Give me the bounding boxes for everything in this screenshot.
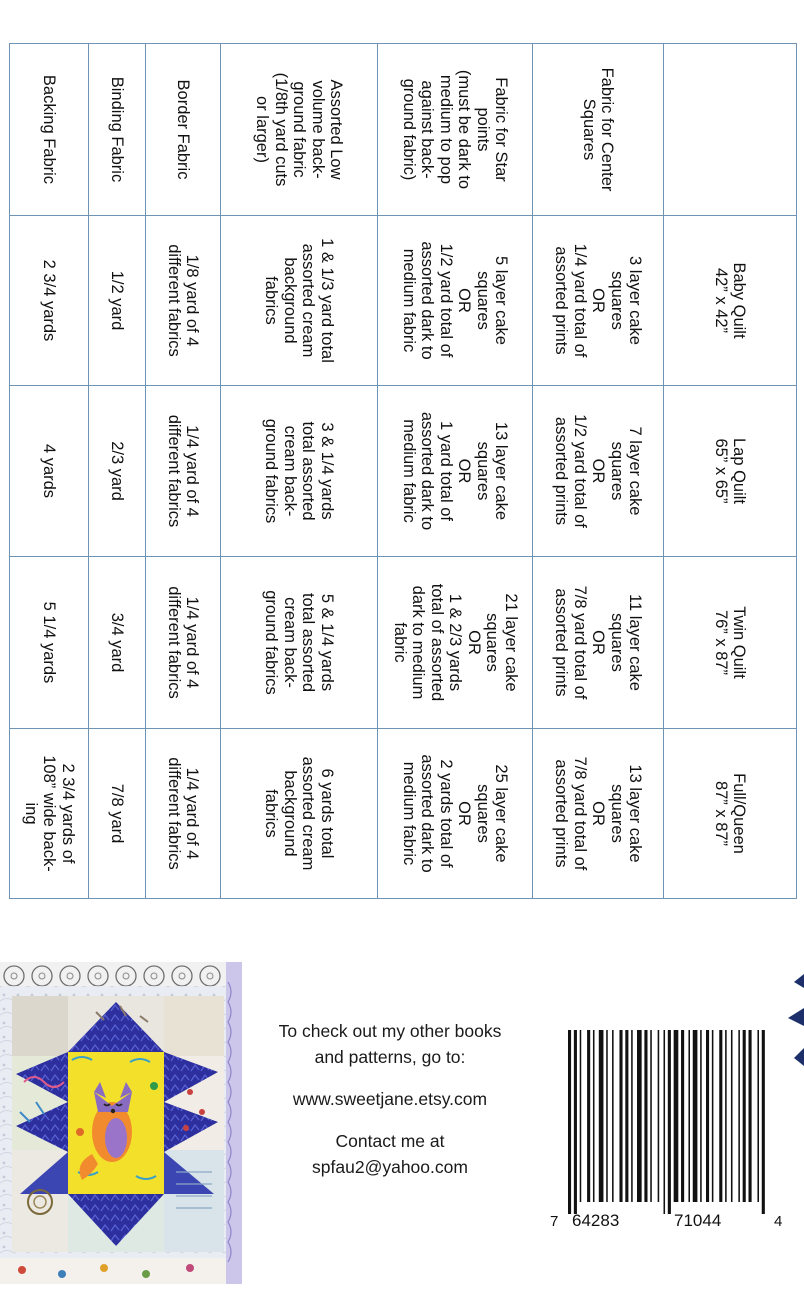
table-cell: 25 layer cake squares OR 2 yards total of assorted dark to medium fabric: [377, 728, 532, 898]
barcode-digits-right: 71044: [674, 1211, 722, 1230]
row-label-backing-fabric: Backing Fabric: [9, 43, 88, 215]
barcode-bar: [681, 1030, 684, 1202]
table-cell: 5 1/4 yards: [9, 556, 88, 728]
barcode-bar: [725, 1030, 727, 1202]
table-header-row: [663, 43, 796, 898]
row-label-background-fabric: Assorted Low volume back- ground fabric (1/8th yard cuts or larger): [220, 43, 377, 215]
barcode-bar: [674, 1030, 679, 1202]
barcode-bar: [625, 1030, 628, 1202]
table-cell: 4 yards: [9, 385, 88, 556]
table-cell: 21 layer cake squares OR 1 & 2/3 yards total of assorted dark to medium fabric: [377, 556, 532, 728]
header-empty-cell: [663, 43, 796, 215]
header-full-queen-quilt: Full/Queen 87” x 87”: [663, 728, 796, 898]
table-cell: 5 & 1/4 yards total assorted cream back- ground fabrics: [220, 556, 377, 728]
table-cell: 13 layer cake squares OR 1 yard total of assorted dark to medium fabric: [377, 385, 532, 556]
contact-intro-line2: and patterns, go to:: [314, 1047, 466, 1067]
barcode-bar: [731, 1030, 733, 1202]
table-cell: 2 3/4 yards: [9, 215, 88, 385]
contact-label: Contact me at: [335, 1131, 445, 1151]
row-label-border-fabric: Border Fabric: [145, 43, 220, 215]
edge-decoration: [782, 968, 804, 1088]
barcode-bar: [664, 1030, 666, 1214]
table-cell: 2 3/4 yards of 108” wide back- ing: [9, 728, 88, 898]
row-label-center-squares: Fabric for Center Squares: [532, 43, 663, 215]
table-cell: 1/8 yard of 4 different fabrics: [145, 215, 220, 385]
barcode-bar: [637, 1030, 642, 1202]
barcode-digit-first: 7: [550, 1213, 559, 1230]
barcode-bar: [650, 1030, 652, 1202]
barcode-bar: [743, 1030, 746, 1202]
table-cell: 1/4 yard of 4 different fabrics: [145, 556, 220, 728]
barcode-bar: [762, 1030, 765, 1214]
barcode-bar: [593, 1030, 595, 1202]
table-cell: 1/2 yard: [88, 215, 145, 385]
table-cell: 3 & 1/4 yards total assorted cream back- ground fabrics: [220, 385, 377, 556]
table-cell: 11 layer cake squares OR 7/8 yard total of assorted prints: [532, 556, 663, 728]
barcode-bar: [568, 1030, 571, 1214]
barcode-bar: [688, 1030, 690, 1202]
barcode-bar: [668, 1030, 671, 1214]
table-cell: 7/8 yard: [88, 728, 145, 898]
table-cell: 5 layer cake squares OR 1/2 yard total of assorted dark to medium fabric: [377, 215, 532, 385]
table-row: [9, 43, 88, 898]
table-row: [145, 43, 220, 898]
table-row: [88, 43, 145, 898]
barcode-bars: [568, 1030, 765, 1214]
barcode-bar: [599, 1030, 604, 1202]
barcode-bar: [757, 1030, 759, 1202]
barcode-bar: [738, 1030, 740, 1202]
barcode-bar: [631, 1030, 633, 1202]
table-cell: 1/4 yard of 4 different fabrics: [145, 385, 220, 556]
table-row: [377, 43, 532, 898]
table-cell: 2/3 yard: [88, 385, 145, 556]
barcode-bar: [712, 1030, 714, 1202]
table-cell: 1/4 yard of 4 different fabrics: [145, 728, 220, 898]
barcode-bar: [644, 1030, 647, 1202]
row-label-binding-fabric: Binding Fabric: [88, 43, 145, 215]
contact-intro-line1: To check out my other books: [278, 1021, 502, 1041]
quilt-block-photo: [0, 962, 242, 1284]
table-row: [532, 43, 663, 898]
table-cell: 13 layer cake squares OR 7/8 yard total of assorted prints: [532, 728, 663, 898]
table-cell: 1 & 1/3 yard total assorted cream background fabrics: [220, 215, 377, 385]
barcode-bar: [587, 1030, 590, 1202]
barcode-bar: [719, 1030, 722, 1202]
barcode-bar: [706, 1030, 709, 1202]
header-lap-quilt: Lap Quilt 65” x 65”: [663, 385, 796, 556]
barcode-bar: [574, 1030, 577, 1214]
barcode-bar: [693, 1030, 698, 1202]
barcode-digit-last: 4: [774, 1213, 783, 1230]
barcode-bar: [580, 1030, 582, 1202]
barcode-bar: [749, 1030, 752, 1202]
contact-info: [250, 1018, 530, 1180]
barcode-bar: [612, 1030, 614, 1202]
table-cell: 6 yards total assorted cream background fabrics: [220, 728, 377, 898]
barcode-bar: [619, 1030, 622, 1202]
barcode-digits-left: 64283: [572, 1211, 620, 1230]
website-link[interactable]: www.sweetjane.etsy.com: [292, 1089, 488, 1109]
table-cell: 7 layer cake squares OR 1/2 yard total of assorted prints: [532, 385, 663, 556]
email-link[interactable]: spfau2@yahoo.com: [312, 1157, 468, 1177]
table-cell: 3/4 yard: [88, 556, 145, 728]
upc-barcode: [548, 1030, 788, 1230]
row-label-star-points: Fabric for Star points (must be dark to medium to pop against back- ground fabric): [377, 43, 532, 215]
header-baby-quilt: Baby Quilt 42” x 42”: [663, 215, 796, 385]
barcode-bar: [700, 1030, 702, 1202]
header-twin-quilt: Twin Quilt 76” x 87”: [663, 556, 796, 728]
table-row: [220, 43, 377, 898]
barcode-bar: [606, 1030, 608, 1202]
fabric-requirements-table-wrapper: [9, 43, 796, 898]
table-cell: 3 layer cake squares OR 1/4 yard total of assorted prints: [532, 215, 663, 385]
fabric-requirements-table: [9, 43, 797, 899]
barcode-bar: [658, 1030, 660, 1202]
